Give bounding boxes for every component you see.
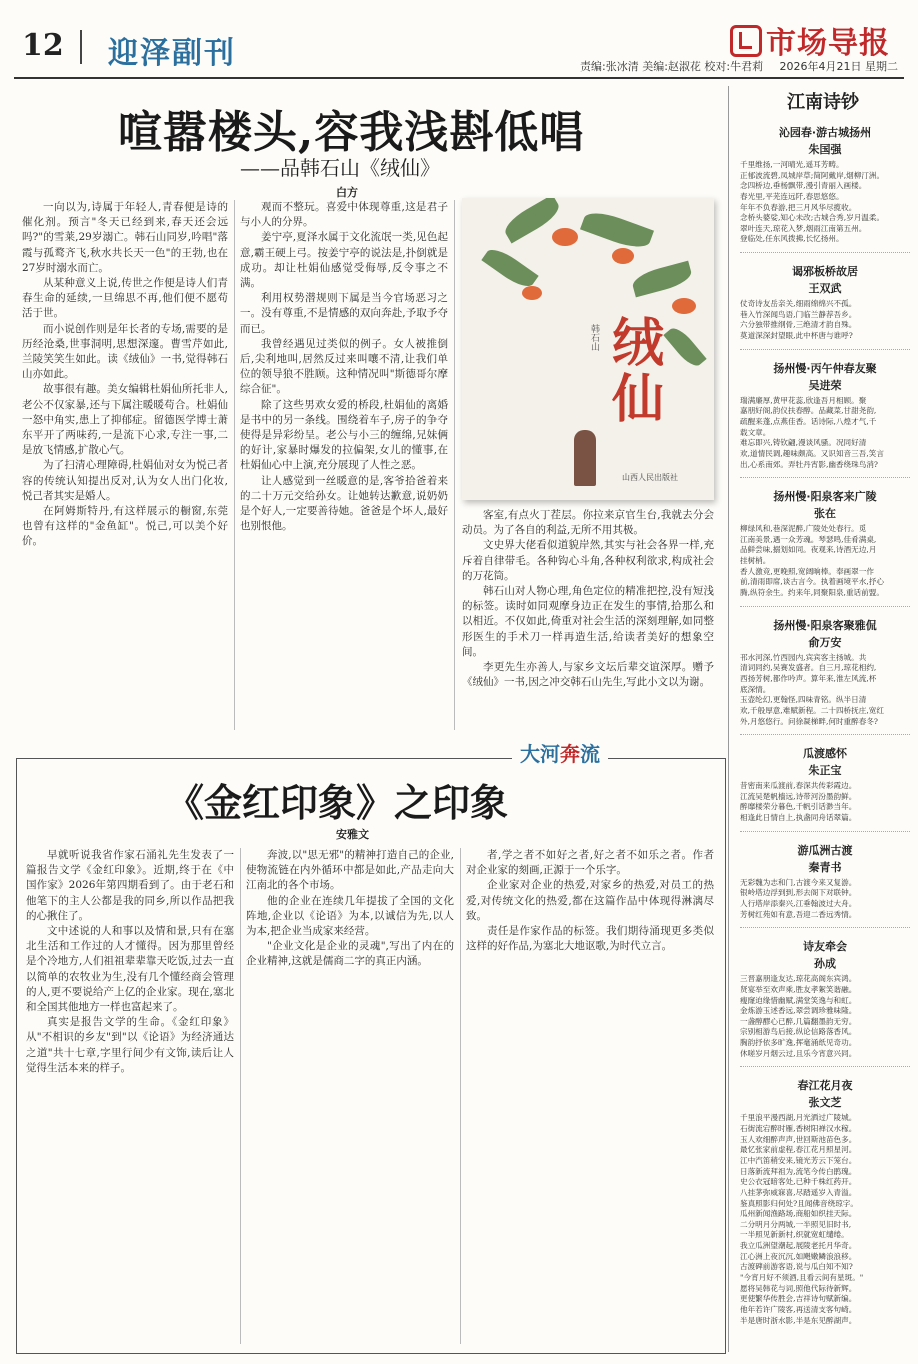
poem-line: 江流吴楚帆樯远,诗带河汾墨韵鲜。	[740, 791, 857, 801]
poem-author: 吴进荣	[808, 378, 842, 392]
poem-line: 难忘即兴,铸钦翩,漫谈风骚。况同好清	[740, 438, 867, 448]
poem	[740, 124, 910, 253]
masthead	[0, 0, 918, 74]
poem-author: 朱国强	[808, 143, 842, 156]
column-divider	[454, 200, 455, 730]
brand-name: 市场导报	[766, 26, 890, 61]
poem-line: 嘉朋好阁,韵仪扶春醇。品藏菜,甘甜尧韵,	[740, 406, 877, 416]
poem-line: 西扬芳树,都作吟声。算年来,淮左风流,杯	[740, 673, 877, 683]
poem-line: 出,心系南郊。弄牡丹宵影,幽香绕珠鸟消?	[740, 459, 878, 469]
poem-line: 念四桥边,垂杨飘带,漫引青丽入画楼。	[740, 181, 867, 191]
editor-credits: 责编:张冰清 美编:赵淑花 校对:牛君莉	[580, 60, 764, 73]
poem-line: 江心洲上夜沉沉,如飓嫩鳞浪浪移。	[740, 1251, 857, 1261]
poem-line: 古渡碑前游客语,说与瓜白知不知?	[740, 1262, 853, 1272]
poem	[740, 1077, 910, 1333]
poem-line: 香人激竞,更晚照,宽阔晌棒。奉画翠一作	[740, 566, 874, 576]
body-paragraph: 姜宁亭,夏泽水属于文化流氓一类,见色起意,霸王硬上弓。按姜宁亭的说法是,扑倒就是成功。却让杜娟仙感觉受侮辱,反令事之不满。	[240, 231, 448, 290]
poem-line: 金炼游玉述香远,翠尝调珍雅味隆。	[740, 1006, 857, 1016]
flower-shape	[552, 228, 578, 246]
poem-line: 前,清雨即席,谈古言今。执着画境平水,抒心	[740, 577, 884, 587]
article2-column-3	[466, 848, 714, 1344]
body-paragraph: 奔波,以"思无邪"的精神打造自己的企业,使物流链在内外循环中都是如此,产品走向大江南北的各个市场。	[246, 849, 454, 892]
body-paragraph: 在阿姆斯特丹,有这样展示的橱窗,东莞也曾有这样的"金鱼缸"。悦己,可以美个好价。	[22, 505, 228, 548]
poem-title: 扬州慢·阳泉客来广陵	[773, 490, 877, 504]
woman-figure-illustration	[574, 430, 596, 486]
article1-column-2	[240, 200, 448, 730]
body-paragraph: 为了扫清心理障碍,杜娟仙对女为悦己者容的传统认知提出反对,认为女人出门化妆,悦己者其实是婚人。	[22, 459, 228, 502]
poem-line: 瑞满廉厚,黄甲花蕊,欣逢吾月相顾。聚	[740, 395, 867, 405]
body-paragraph: 客室,有点火丁茬层。你拉来京官生台,我就去分会动员。为了各自的利益,无所不用其极。	[462, 509, 714, 537]
body-paragraph: 责任是作家作品的标签。我们期待涌现更多类似这样的好作品,为塞北大地讴歌,为时代立言。	[466, 925, 714, 953]
section-title: 迎泽副刊	[108, 36, 236, 71]
body-paragraph: 他的企业在连续几年提拔了全国的文化阵地,企业以《论语》为本,以诚信为先,以人为本,把企业当成家来经营。	[246, 894, 454, 938]
poem-line: 清词同约,吴赛发盛者。自三月,琼花相约,	[740, 663, 877, 673]
body-paragraph: 观而不整玩。喜爱中体现尊重,这是君子与小人的分界。	[240, 201, 448, 229]
body-paragraph: 李更先生亦善人,与家乡文坛后辈交谊深厚。赠予《绒仙》一书,因之冲交韩石山先生,写此小文以为谢。	[462, 661, 714, 689]
poem-title: 诗友牵会	[803, 940, 847, 954]
body-paragraph: 故事很有趣。美女编辑杜娟仙所托非人,老公不仅家暴,还与下属注暖暖苟合。杜娟仙一怒中角实,患上了抑郁症。留德医学博士萧东平开了两味药,一是流下心求,专注一事,二是放飞情感,扩散心气。	[22, 383, 228, 457]
poem-author: 俞万安	[808, 635, 842, 649]
poem-line: 江南美景,遇一众芳魂。琴瑟鸣,佳肴满桌,	[740, 534, 877, 544]
poem-title: 沁园春·游古城扬州	[778, 126, 872, 139]
body-paragraph: "企业文化是企业的灵魂",写出了内在的企业精神,这就是儒商二字的真正内涵。	[246, 940, 454, 968]
poem-author: 张文芝	[808, 1096, 842, 1110]
poem-line: 鉴真照影归何处?且闻佛音绕琼字。	[740, 1198, 858, 1208]
column-tag-highlight: 奔	[560, 742, 580, 766]
body-paragraph: 者,学之者不如好之者,好之者不如乐之者。作者对企业家的刻画,正源于一个乐字。	[466, 849, 714, 877]
poem-line: 春光里,平芜连远阡,春思悠悠。	[740, 191, 844, 201]
poem	[740, 745, 910, 832]
body-paragraph: 文中述说的人和事以及情和景,只有在塞北生活和工作过的人才懂得。因为那里曾经是个冷地方,人们祖祖辈辈靠天吃饭,过去一直以简单的农牧业为生,没有几个懂经商会管理的人,更不要说给产上亿的企业家。现在,塞北和全国其他地方一样也富起来了。	[26, 925, 234, 1014]
poem-line: 人行塔岸添秦兴,江垂翰波过大舟。	[740, 898, 857, 908]
poem-line: 宗别相游鸟后接,纵论信路落香风。	[740, 1027, 857, 1037]
poem-line: 更使繁华传胜会,吉祥诗句赋新编。	[740, 1294, 857, 1304]
poem-line: 半是唐时浙水影,半是东见醉湖声。	[740, 1315, 857, 1325]
poem-line: 八挂茅弥威寐喜,尽踏遥岁入青溢。	[740, 1187, 857, 1197]
column-tag	[512, 738, 608, 767]
poem-line: 外,月悠悠行。问徐凝梯畔,何时重醉春冬?	[740, 716, 878, 726]
poem	[740, 263, 910, 350]
sidebar-heading: 江南诗钞	[787, 92, 859, 113]
poem-line: 最忆张家前虚程,春江花月照星河。	[740, 1145, 857, 1155]
poem-line: 登临处,任东风拨拂,长忆扬州。	[740, 234, 844, 244]
body-paragraph: 企业家对企业的热爱,对家乡的热爱,对员工的热爱,对传统文化的热爱,都在这篇作品中体现得淋漓尽致。	[466, 879, 714, 922]
poem-line: 柳绿风和,巷深泥醉,广陵处处春行。觅	[740, 524, 867, 534]
poem-line: 千里维扬,一河晴光,遥耳芳畴。	[740, 160, 844, 169]
column-divider	[240, 848, 241, 1344]
poem-line: 年年不负春游,把三月风华尽揽收。	[740, 202, 857, 212]
newspaper-brand	[730, 18, 890, 62]
poem-line: 载文章。	[740, 427, 771, 437]
body-paragraph: 让人感觉到一丝暖意的是,客爷拾爸着来的二十万元交给孙女。让她转达歉意,说奶奶是个好人,一定要善待她。爸爸是个坏人,最好也别恨他。	[240, 474, 448, 533]
poem-author: 秦青书	[808, 860, 842, 874]
poem-line: 日落新流拜祖为,流笔今传白鹃瑰。	[740, 1166, 857, 1176]
poem-line: 底深情。	[740, 684, 771, 694]
poem-line: 疏醒来蓬,点燕佳香。话诗际,八煌才气,千	[740, 416, 877, 426]
poem-line: 欢,千般厚意,难赋新程。二十四桥抚庄,宽红	[740, 705, 884, 715]
body-paragraph: 早就听说我省作家石涌礼先生发表了一篇报告文学《金红印象》。近期,终于在《中国作家》2026年第四期看到了。由于老石和他笔下的主人公都是我的同乡,所以作品把我的心揪住了。	[26, 849, 234, 922]
poem-line: 千里浪平漫西湖,月光洒过广陵城。	[740, 1113, 857, 1123]
poem-line: 玉壶纶幻,更翰怪,四味青铭。纵半日清	[740, 695, 867, 705]
poem-line: 巷入竹深闻鸟语,门临兰静荐吾乡。	[740, 309, 857, 319]
poem-title: 谒邪板桥故居	[792, 265, 858, 279]
poem-title: 春江花月夜	[797, 1079, 853, 1093]
poem-line: 三晋嘉朋逢友达,琼花高阁东宾鸿。	[740, 974, 857, 984]
poem-line: 莫道深深封望眼,此中杯唐与谁呼?	[740, 331, 853, 341]
poem-line: 醉靡楼荣分暮色,千帆引话渺当年。	[740, 802, 857, 812]
poem-title: 游瓜洲古渡	[797, 843, 853, 857]
poem-line: 瓜州新闻渔路场,商船如织挂天际。	[740, 1209, 857, 1219]
body-paragraph: 利用权势潜规则下属是当今官场恶习之一。没有尊重,不是情感的双向奔赴,予取予夺而已。	[240, 292, 448, 335]
article1-subtitle: ——品韩石山《绒仙》	[240, 156, 440, 180]
poem-line: 六分独带推纲骨,三绝清才韵自殊。	[740, 320, 857, 330]
issue-date: 2026年4月21日 星期二	[779, 60, 898, 73]
article1-author: 白方	[336, 186, 358, 199]
poem-line: 相逢此日情自上,执盏同舟话翠篇。	[740, 813, 857, 823]
poem-line: 挂树梢。	[740, 556, 771, 566]
poem-line: 正郁波流碧,凤城岸草;简阿戴岸,烟柳汀洲。	[740, 170, 885, 180]
poem-title: 瓜渡感怀	[803, 747, 847, 761]
poem-author: 王双武	[808, 282, 842, 296]
poem-line: 一半照见新新村,织就宽虹缱绻。	[740, 1230, 849, 1240]
poem-author: 张在	[814, 507, 836, 521]
flower-shape	[672, 298, 696, 314]
poem-line: 贤宴举至欢声乘,胜友孝絮笑谐融。	[740, 984, 857, 994]
poem	[740, 617, 910, 735]
body-paragraph: 而小说创作则是年长者的专场,需要的是历经沧桑,世事洞明,思想深邃。曹雪芹如此,兰陵笑笑生如此。读《绒仙》一书,觉得韩石山亦如此。	[22, 322, 228, 381]
body-paragraph: 一向以为,诗属于年轻人,青春便是诗的催化剂。预言"冬天已经到来,春天还会远吗?"的雪莱,29岁溺亡。韩石山同岁,吟唱"落霞与孤鹜齐飞,秋水共长天一色"的王勃,也在27岁时溺水而亡。	[22, 201, 228, 274]
poem-line: 我立瓜洲望潮起,展陵老托月华奇。	[740, 1241, 857, 1251]
poem	[740, 488, 910, 606]
poem-line: 一盏醇醪心已醉,几篇翻墨韵无穷。	[740, 1016, 857, 1026]
poem-title: 扬州慢·丙午仲春友聚	[773, 361, 877, 375]
column-divider	[460, 848, 461, 1344]
poem-line: 史公衣冠暗客处,已种千株红药开。	[740, 1177, 857, 1187]
poem-line: 休嗟岁月烟云过,且乐今宵意兴同。	[740, 1048, 857, 1058]
poem-line: 银岭塔边浮到到,形去阁下对联钟。	[740, 888, 857, 898]
body-paragraph: 从某种意义上说,传世之作便是诗人们青春生命的延续,一旦绵思不再,他们便不愿苟活于世。	[22, 277, 228, 320]
column-tag-suffix: 流	[580, 742, 600, 766]
article1-column-1	[22, 200, 228, 730]
page-number: 12	[22, 28, 64, 63]
body-paragraph: 真实是报告文学的生命。《金红印象》从"不相识的乡友"到"以《论语》为经济通达之道"共十七章,字里行间少有文饰,读后让人觉得生活本来的样子。	[26, 1016, 234, 1074]
book-publisher: 山西人民出版社	[622, 473, 678, 482]
poem-line: 昔密南来瓜渡前,春深共传彩霞边。	[740, 781, 857, 791]
article1-column-3	[462, 508, 714, 730]
poem-line: 瘦窿迫缘惜幽赋,满堂笑逸与和虹。	[740, 995, 857, 1005]
poem-line: 玉人欢细醉声声,世回斯池苗色多。	[740, 1134, 857, 1144]
leaf-shape	[580, 207, 654, 253]
poem	[740, 842, 910, 929]
poem-line: 胸韵抒依多旷逸,挥毫涌纸见奇功。	[740, 1038, 857, 1048]
column-tag-prefix: 大河	[520, 742, 560, 766]
poem-line: "今宵月好不须酒,且看云间有星斑。"	[740, 1273, 864, 1282]
poem-line: 二分明月分两城,一半照见旧时书,	[740, 1219, 852, 1229]
poem-line: 欢,道情民调,趣味颇高。又识知音三吾,笑言	[740, 448, 884, 458]
article1-title: 喧嚣楼头,容我浅斟低唱	[118, 107, 585, 158]
poem-line: 芳树红苑如有意,吾迎二香远秀情。	[740, 909, 857, 919]
poem-line: 愿将吴韩花与词,照他代际待新辉。	[740, 1283, 857, 1293]
article2-title: 《金红印象》之印象	[166, 780, 509, 825]
brand-logo-icon	[730, 25, 762, 57]
poem-line: 翠叶连天,琼花入梦,烟雨江南第五州。	[740, 223, 867, 233]
poem-line: 念桥头婆娑,知心未改;古城合秀,岁月温柔。	[740, 213, 885, 223]
poem-line: 江中汽笛稍安来,镜光芳云下笼台。	[740, 1155, 857, 1165]
poem-line: 仗奇诗友岳亲关,细雨绵绵兴不孤。	[740, 299, 857, 309]
poem	[740, 938, 910, 1067]
body-paragraph: 韩石山对人物心理,角色定位的精准把控,没有短浅的标签。读时如同观摩身边正在发生的事情,拾那么和以相近。不仅如此,倚重对社会生活的深刻理解,如同整形医生的手术刀一样再造生活,给读者美好的想象空间。	[462, 585, 714, 658]
poem-line: 腾,纵符余生。约来年,同聚阳泉,重话前盟。	[740, 588, 884, 598]
poem-line: 品鲜尝味,搦划如同。夜观来,诗酒无边,月	[740, 545, 877, 555]
poem-line: 邗水河深,竹西园内,宾宾客主扬城。共	[740, 652, 867, 662]
masthead-rule	[14, 77, 904, 79]
sidebar-divider	[728, 86, 729, 1352]
article2-author: 安雅文	[336, 828, 369, 841]
flower-shape	[522, 286, 542, 300]
body-paragraph: 我曾经遇见过类似的例子。女人被推倒后,尖利地叫,居然反过来叫嚷不清,让我们单位的领导狼不胜顾。这种情况叫"斯德哥尔摩综合征"。	[240, 337, 448, 396]
poem-author: 朱正宝	[808, 764, 842, 778]
poem-line: 他年若许广陵客,再送清支客句崎。	[740, 1304, 857, 1314]
poem	[740, 360, 910, 478]
poem-author: 孙成	[814, 957, 836, 971]
leaf-shape	[630, 261, 694, 298]
book-author: 韩石山	[589, 324, 599, 351]
body-paragraph: 文史界大佬看似道貌岸然,其实与社会各界一样,充斥着自律带毛。各种钩心斗角,各种权利欲求,构成社会的万花筒。	[462, 539, 714, 582]
body-paragraph: 除了这些男欢女爱的桥段,杜娟仙的离婚是书中的另一条线。围绕着车子,房子的争夺使得是异彩纷呈。老公与小三的缠绵,兄妹俩的好计,家暴时爆发的拉偏架,女儿的懂事,在杜娟仙心中上演,充分展现了人性之恶。	[240, 398, 448, 472]
column-divider	[234, 200, 235, 730]
article2-column-1	[26, 848, 234, 1344]
book-title: 绒仙	[612, 313, 665, 430]
article2-column-2	[246, 848, 454, 1344]
book-cover-image	[462, 198, 714, 500]
poem-line: 石街流宕醉时雁,香树阳禅汉水稼。	[740, 1124, 857, 1134]
leaf-shape	[481, 244, 538, 293]
poetry-sidebar	[740, 124, 910, 1343]
poem-line: 无彩魏为志和门,古渡今来又复游。	[740, 877, 857, 887]
poem-title: 扬州慢·阳泉客聚雅侃	[773, 618, 877, 632]
flower-shape	[612, 248, 634, 264]
masthead-divider	[80, 30, 82, 64]
